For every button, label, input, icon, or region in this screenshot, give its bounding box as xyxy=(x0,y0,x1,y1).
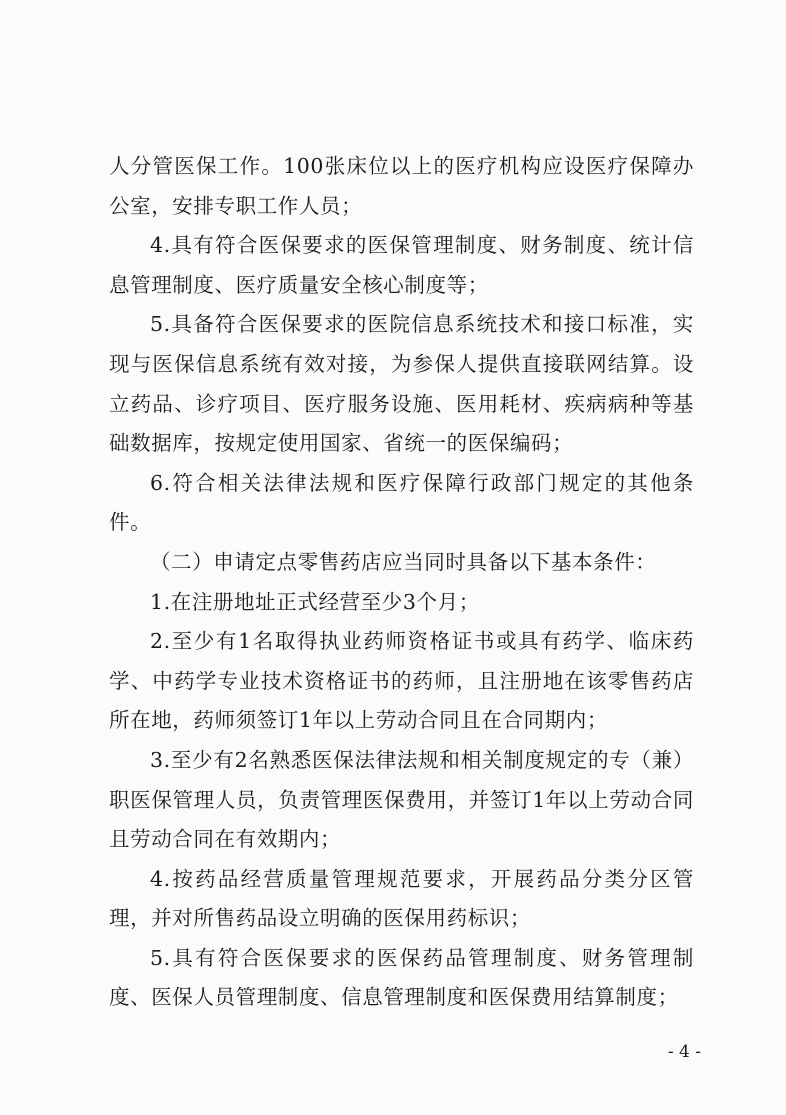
section-heading-2: （二）申请定点零售药店应当同时具备以下基本条件： xyxy=(150,549,657,574)
paragraph-pharmacy-item-1: 1.在注册地址正式经营至少3个月； xyxy=(150,589,480,614)
paragraph-pharmacy-item-4: 4.按药品经营质量管理规范要求，开展药品分类分区管理，并对所售药品设立明确的医保用药标识； xyxy=(109,866,694,931)
paragraph-item-5: 5.具备符合医保要求的医院信息系统技术和接口标准，实现与医保信息系统有效对接，为参保人提供直接联网结算。设立药品、诊疗项目、医疗服务设施、医用耗材、疾病病种等基础数据库，按规定使用国家、省统一的医保编码； xyxy=(109,312,694,456)
paragraph-continuation: 人分管医保工作。100张床位以上的医疗机构应设医疗保障办公室，安排专职工作人员； xyxy=(109,154,694,218)
paragraph-item-4: 4.具有符合医保要求的医保管理制度、财务制度、统计信息管理制度、医疗质量安全核心制度等； xyxy=(109,233,694,297)
paragraph-item-6: 6.符合相关法律法规和医疗保障行政部门规定的其他条件。 xyxy=(109,470,694,535)
body-text xyxy=(109,147,694,1018)
paragraph-pharmacy-item-2: 2.至少有1名取得执业药师资格证书或具有药学、临床药学、中药学专业技术资格证书的药师，且注册地在该零售药店所在地，药师须签订1年以上劳动合同且在合同期内； xyxy=(109,629,694,733)
paragraph-pharmacy-item-3: 3.至少有2名熟悉医保法律法规和相关制度规定的专（兼）职医保管理人员，负责管理医保费用，并签订1年以上劳动合同且劳动合同在有效期内； xyxy=(109,747,694,852)
page-number: - 4 - xyxy=(667,1042,701,1062)
paragraph-pharmacy-item-5: 5.具有符合医保要求的医保药品管理制度、财务管理制度、医保人员管理制度、信息管理制度和医保费用结算制度； xyxy=(109,945,694,1010)
